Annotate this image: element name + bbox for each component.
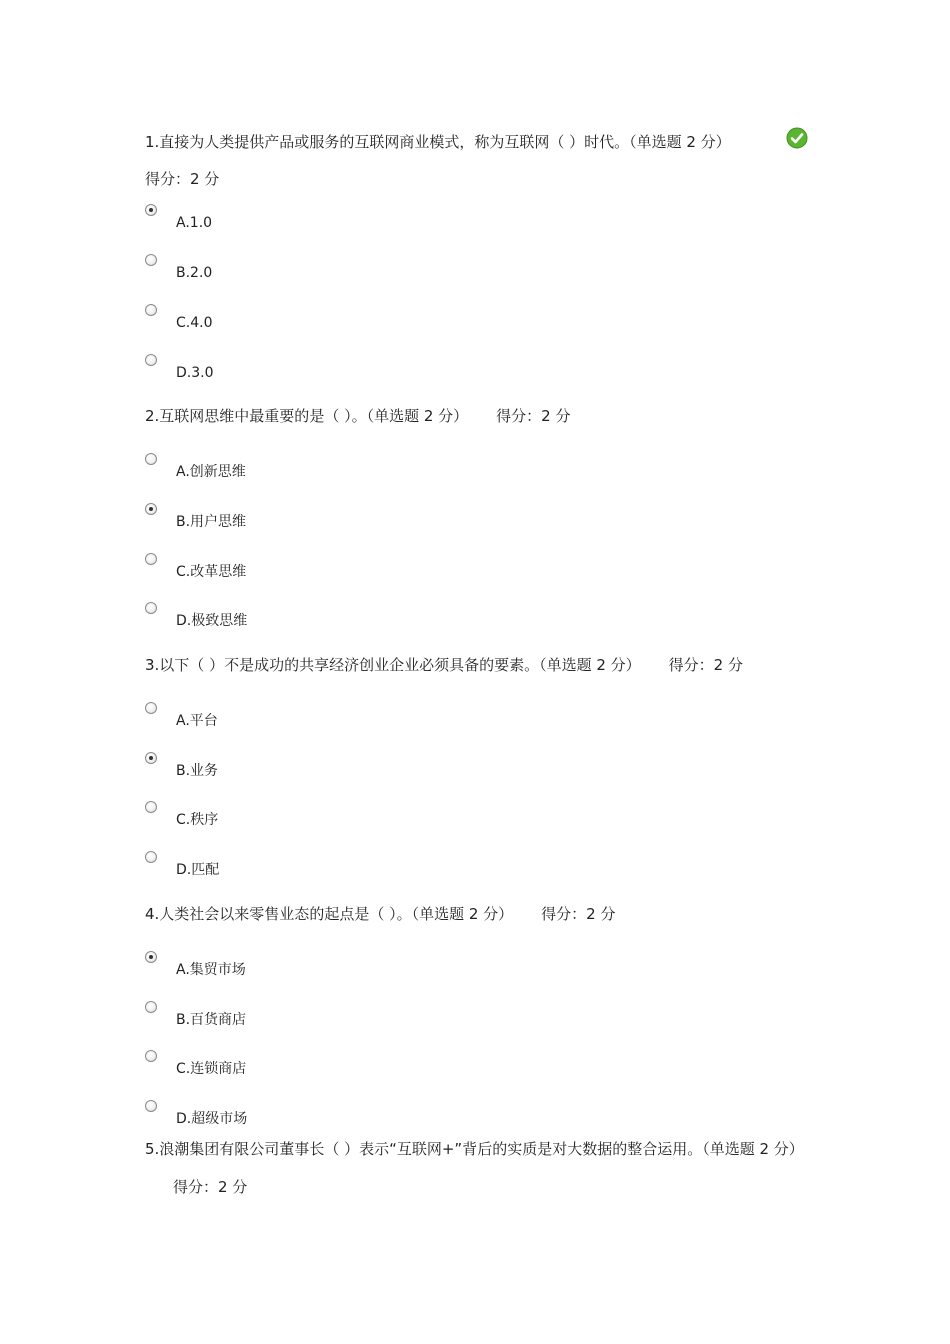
q4-option-d-radio[interactable]: [145, 1100, 157, 1112]
q4-option-c-label: C.连锁商店: [176, 1061, 247, 1077]
question-2-score: 得分：2 分: [496, 407, 571, 425]
question-5-score: 得分：2 分: [173, 1178, 248, 1196]
question-4-text: [145, 904, 615, 924]
question-3-text: [145, 655, 743, 675]
question-3-score: 得分：2 分: [668, 656, 743, 674]
q4-option-a-label: A.集贸市场: [176, 962, 246, 978]
q4-option-b-label: B.百货商店: [176, 1012, 247, 1028]
q3-option-c-radio[interactable]: [145, 801, 157, 813]
q1-option-a-label: A.1.0: [176, 215, 213, 231]
question-1-text: 1.直接为人类提供产品或服务的互联网商业模式，称为互联网（ ）时代。（单选题 2 分）: [145, 133, 731, 151]
q2-option-a-radio[interactable]: [145, 453, 157, 465]
check-circle-icon: [786, 127, 808, 149]
q1-option-b-radio[interactable]: [145, 254, 157, 266]
q1-option-d-label: D.3.0: [176, 365, 214, 381]
q2-option-c-label: C.改革思维: [176, 564, 247, 580]
q3-option-d-radio[interactable]: [145, 851, 157, 863]
q2-option-a-label: A.创新思维: [176, 464, 246, 480]
q3-option-a-label: A.平台: [176, 713, 218, 729]
q4-option-d-label: D.超级市场: [176, 1111, 248, 1127]
q2-option-b-label: B.用户思维: [176, 514, 247, 530]
q1-option-c-label: C.4.0: [176, 315, 213, 331]
q3-option-b-label: B.业务: [176, 763, 219, 779]
question-2-prompt: 2.互联网思维中最重要的是（ ）。（单选题 2 分）: [145, 407, 469, 425]
question-4-prompt: 4.人类社会以来零售业态的起点是（ ）。（单选题 2 分）: [145, 905, 514, 923]
q1-option-b-label: B.2.0: [176, 265, 213, 281]
q2-option-d-radio[interactable]: [145, 602, 157, 614]
question-1-score: 得分：2 分: [145, 170, 220, 188]
question-3-prompt: 3.以下（ ）不是成功的共享经济创业企业必须具备的要素。（单选题 2 分）: [145, 656, 641, 674]
q2-option-b-radio[interactable]: [145, 503, 157, 515]
q1-option-a-radio[interactable]: [145, 204, 157, 216]
q3-option-b-radio[interactable]: [145, 752, 157, 764]
question-2-text: [145, 406, 570, 426]
question-5-prompt: 5.浪潮集团有限公司董事长（ ）表示“互联网+”背后的实质是对大数据的整合运用。（单选题 2 分）: [145, 1140, 804, 1158]
q2-option-c-radio[interactable]: [145, 553, 157, 565]
question-5-text: [145, 1130, 810, 1206]
q1-option-d-radio[interactable]: [145, 354, 157, 366]
q2-option-d-label: D.极致思维: [176, 613, 248, 629]
q3-option-c-label: C.秩序: [176, 812, 219, 828]
q3-option-d-label: D.匹配: [176, 862, 220, 878]
q3-option-a-radio[interactable]: [145, 702, 157, 714]
q4-option-a-radio[interactable]: [145, 951, 157, 963]
question-4-score: 得分：2 分: [541, 905, 616, 923]
q4-option-c-radio[interactable]: [145, 1050, 157, 1062]
q1-option-c-radio[interactable]: [145, 304, 157, 316]
q4-option-b-radio[interactable]: [145, 1001, 157, 1013]
